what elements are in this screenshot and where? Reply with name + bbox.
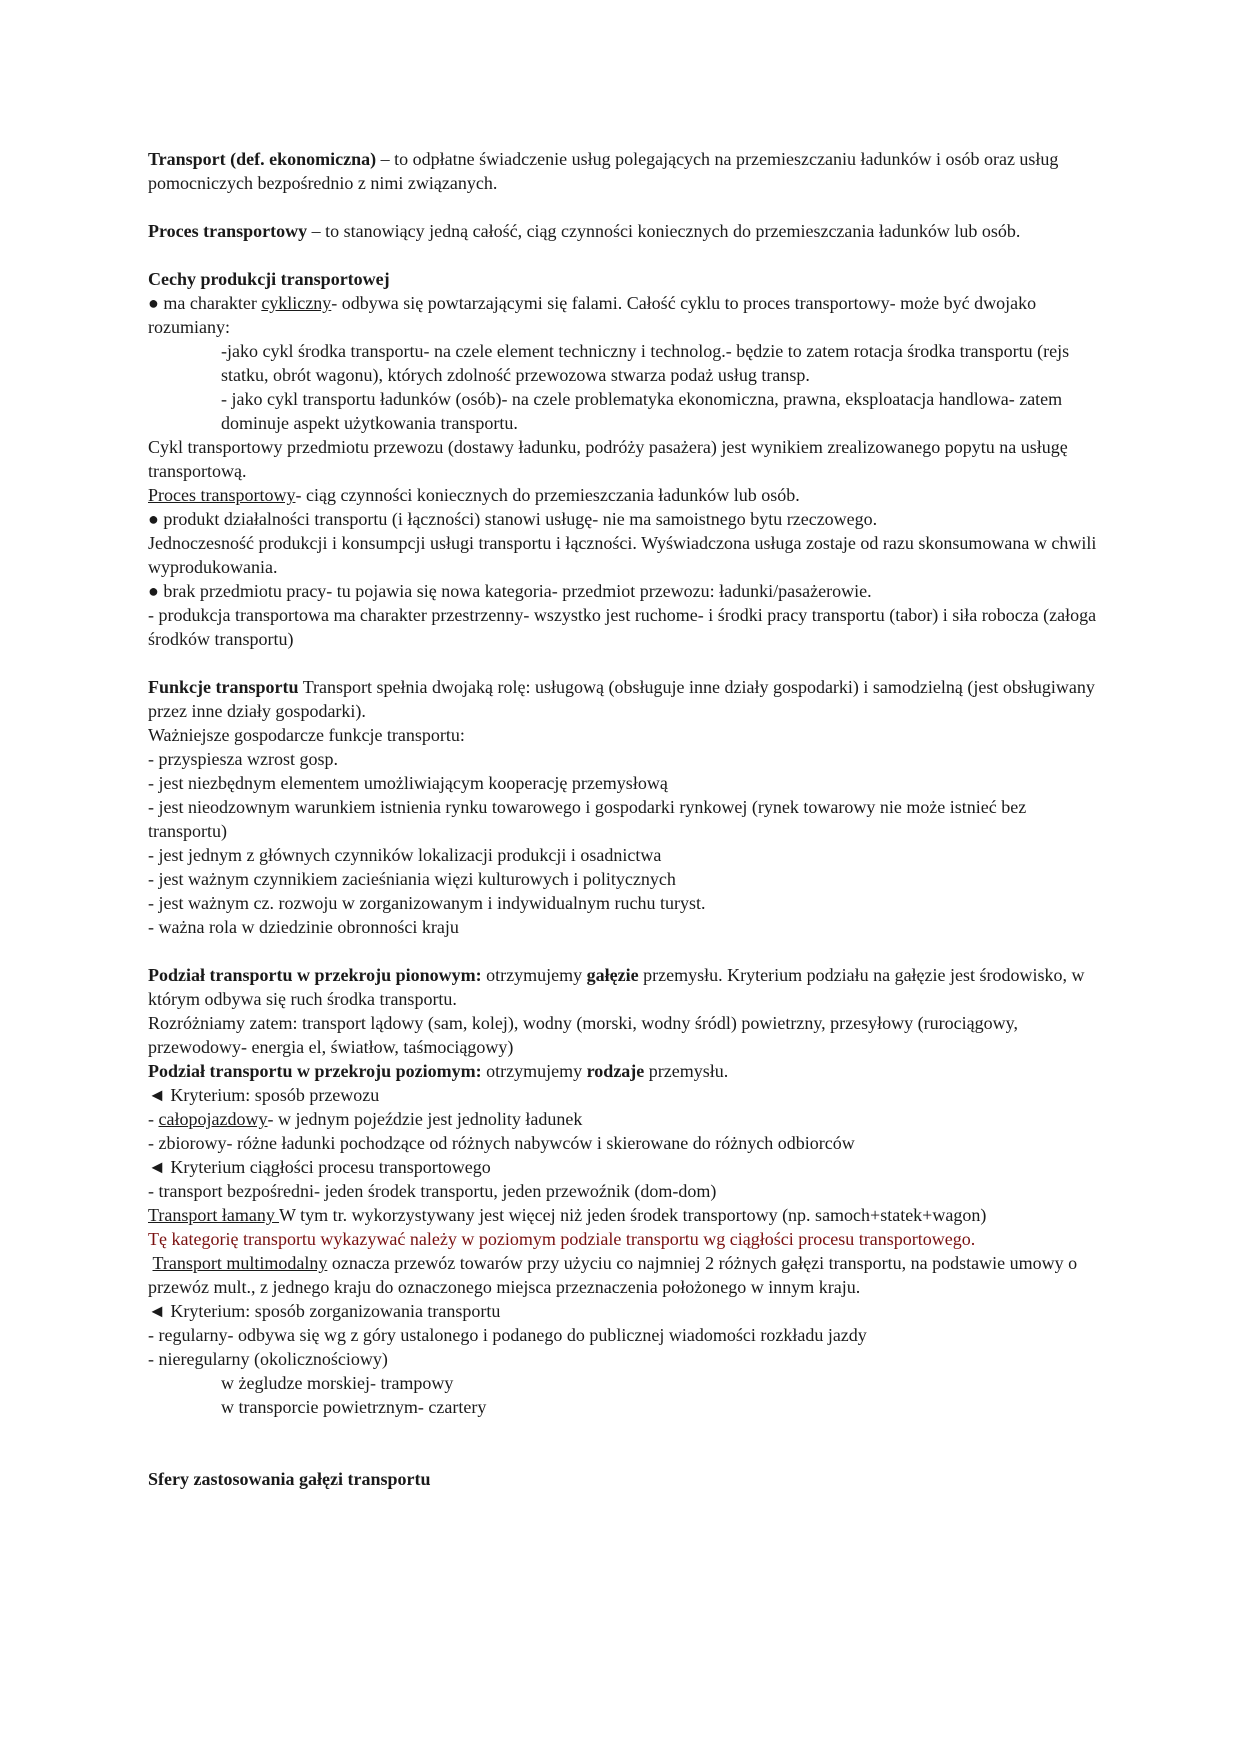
list-item: - regularny- odbywa się wg z góry ustalonego i podanego do publicznej wiadomości rozkładu jazdy <box>148 1325 867 1345</box>
list-item: - zbiorowy- różne ładunki pochodzące od różnych nabywców i skierowane do różnych odbiorców <box>148 1133 855 1153</box>
process-paragraph <box>148 219 1098 243</box>
multimodal-term: Transport multimodalny <box>152 1253 328 1273</box>
criterion-line: ◄ Kryterium: sposób zorganizowania transportu <box>148 1301 501 1321</box>
broken-transport-term: Transport łamany <box>148 1205 280 1225</box>
cycle-sub-item: -jako cykl środka transportu- na czele element techniczny i technolog.- będzie to zatem rotacja środka transportu (rejs statku, obrót wagonu), których zdolność przewozowa stwarza podaż usług transp. <box>221 341 1070 385</box>
features-item-cyclic: ● ma charakter cykliczny- odbywa się powtarzającymi się falami. Całość cyklu to proces transportowy- może być dwojako rozumiany: <box>148 293 1037 337</box>
functions-term: Funkcje transportu <box>148 677 299 697</box>
criterion-line: ◄ Kryterium: sposób przewozu <box>148 1085 380 1105</box>
list-item: - jest jednym z głównych czynników lokalizacji produkcji i osadnictwa <box>148 845 662 865</box>
process-term-underlined: Proces transportowy <box>148 485 296 505</box>
functions-intro: Ważniejsze gospodarcze funkcje transportu: <box>148 725 465 745</box>
features-heading: Cechy produkcji transportowej <box>148 269 390 289</box>
arrow-left-icon: ◄ <box>148 1157 166 1177</box>
process-definition-line: Proces transportowy- ciąg czynności koniecznych do przemieszczania ładunków lub osób. <box>148 485 800 505</box>
functions-paragraph: Funkcje transportu Transport spełnia dwojaką rolę: usługową (obsługuje inne działy gospodarki) i samodzielną (jest obsługiwany przez inne działy gospodarki). <box>148 677 1095 721</box>
horizontal-division-paragraph: Podział transportu w przekroju poziomym: otrzymujemy rodzaje przemysłu. <box>148 1061 729 1081</box>
cycle-sub-item: - jako cykl transportu ładunków (osób)- na czele problematyka ekonomiczna, prawna, eksploatacja handlowa- zatem dominuje aspekt użytkowania transportu. <box>221 389 1063 433</box>
definition-paragraph <box>148 147 1098 195</box>
features-item-service: ● produkt działalności transportu (i łączności) stanowi usługę- nie ma samoistnego bytu rzeczowego. <box>148 509 878 529</box>
criterion-line: ◄ Kryterium ciągłości procesu transportowego <box>148 1157 491 1177</box>
arrow-left-icon: ◄ <box>148 1301 166 1321</box>
list-item: - nieregularny (okolicznościowy) <box>148 1349 388 1369</box>
process-term: Proces transportowy <box>148 221 308 241</box>
features-item-spatial: - produkcja transportowa ma charakter przestrzenny- wszystko jest ruchome- i środki pracy transportu (tabor) i siła robocza (załoga środków transportu) <box>148 605 1097 649</box>
vertical-division-paragraph: Podział transportu w przekroju pionowym: otrzymujemy gałęzie przemysłu. Kryterium podziału na gałęzie jest środowisko, w którym odbywa się ruch środka transportu. <box>148 965 1085 1009</box>
list-item: - transport bezpośredni- jeden środek transportu, jeden przewoźnik (dom-dom) <box>148 1181 717 1201</box>
bullet-icon: ● <box>148 581 159 601</box>
list-item: - jest ważnym czynnikiem zacieśniania więzi kulturowych i politycznych <box>148 869 676 889</box>
sub-list-item: w żegludze morskiej- trampowy <box>221 1373 454 1393</box>
process-text: – to stanowiący jedną całość, ciąg czynności koniecznych do przemieszczania ładunków lub osób. <box>307 221 1021 241</box>
horizontal-division-term: Podział transportu w przekroju poziomym: <box>148 1061 482 1081</box>
cyclic-term: cykliczny <box>261 293 332 313</box>
bullet-icon: ● <box>148 293 159 313</box>
list-item: - jest ważnym cz. rozwoju w zorganizowanym i indywidualnym ruchu turyst. <box>148 893 706 913</box>
features-item-object: ● brak przedmiotu pracy- tu pojawia się nowa kategoria- przedmiot przewozu: ładunki/pasażerowie. <box>148 581 872 601</box>
definition-term: Transport (def. ekonomiczna) <box>148 149 377 169</box>
red-note: Tę kategorię transportu wykazywać należy w poziomym podziale transportu wg ciągłości procesu transportowego. <box>148 1229 976 1249</box>
full-vehicle-term: całopojazdowy <box>158 1109 268 1129</box>
cycle-paragraph: Cykl transportowy przedmiotu przewozu (dostawy ładunku, podróży pasażera) jest wynikiem zrealizowanego popytu na usługę transportową. <box>148 437 1068 481</box>
simultaneity-paragraph: Jednoczesność produkcji i konsumpcji usługi transportu i łączności. Wyświadczona usługa zostaje od razu skonsumowana w chwili wyprodukowania. <box>148 533 1097 577</box>
vertical-division-term: Podział transportu w przekroju pionowym: <box>148 965 482 985</box>
broken-transport-line: Transport łamany W tym tr. wykorzystywany jest więcej niż jeden środek transportowy (np. samoch+statek+wagon) <box>148 1205 987 1225</box>
list-item: - ważna rola w dziedzinie obronności kraju <box>148 917 459 937</box>
bullet-icon: ● <box>148 509 159 529</box>
list-item: - jest niezbędnym elementem umożliwiającym kooperację przemysłową <box>148 773 668 793</box>
sub-list-item: w transporcie powietrznym- czartery <box>221 1397 487 1417</box>
spheres-heading: Sfery zastosowania gałęzi transportu <box>148 1469 431 1489</box>
definition-text: – to odpłatne świadczenie usług polegających na przemieszczaniu ładunków i osób oraz usług pomocniczych bezpośrednio z nimi związanych. <box>148 149 1059 193</box>
distinguish-paragraph: Rozróżniamy zatem: transport lądowy (sam, kolej), wodny (morski, wodny śródl) powietrzny, przesyłowy (rurociągowy, przewodowy- energia el, światłow, taśmociągowy) <box>148 1013 1018 1057</box>
list-item: - jest nieodzownym warunkiem istnienia rynku towarowego i gospodarki rynkowej (rynek towarowy nie może istnieć bez transportu) <box>148 797 1027 841</box>
arrow-left-icon: ◄ <box>148 1085 166 1105</box>
multimodal-paragraph: Transport multimodalny oznacza przewóz towarów przy użyciu co najmniej 2 różnych gałęzi transportu, na podstawie umowy o przewóz mult., z jednego kraju do oznaczonego miejsca przeznaczenia położonego w innym kraju. <box>148 1253 1078 1297</box>
list-item: - przyspiesza wzrost gosp. <box>148 749 338 769</box>
list-item: - całopojazdowy- w jednym pojeździe jest jednolity ładunek <box>148 1109 583 1129</box>
document-page <box>148 147 1098 1491</box>
